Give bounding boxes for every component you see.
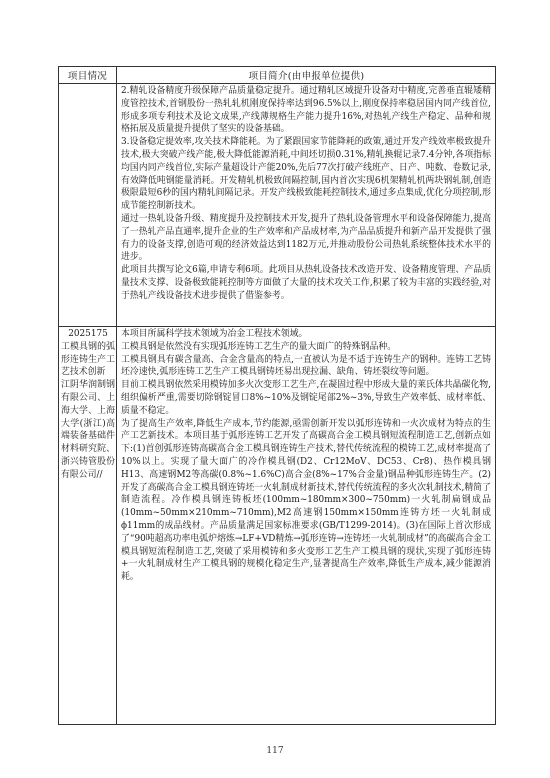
project-table xyxy=(58,66,496,725)
row2-paragraph: 为了提高生产效率,降低生产成本,节约能源,亟需创新开发以弧形连铸和一火次成材为特点的生产工艺新技术。本项目基于弧形连铸工艺开发了高碳高合金工模具钢短流程制造工艺,创新点如下:(1)首创弧形连铸高碳高合金工模具钢连铸生产技术,替代传统流程的模铸工艺,成材率提高了10%以上。实现了量大面广的冷作模具钢(D2、Cr12MoV、DC53、Cr8)、热作模具钢H13、高速钢M2等高碳(0.8%~1.6%C)高合金(8%~17%合金量)钢品种弧形连铸生产。(2)开发了高碳高合金工模具钢连铸坯一火轧制成材新技术,替代传统流程的多火次轧制技术,精简了制造流程。冷作模具钢连铸板坯(100mm~180mm×300~750mm)一火轧制扁钢成品(10mm~50mm×210mm~710mm),M2高速钢150mm×150mm连铸方坯一火轧制成ϕ11mm的成品线材。产品质量满足国家标准要求(GB/T1299-2014)。(3)在国际上首次形成了“90吨超高功率电弧炉熔炼→LF+VD精炼→弧形连铸→连铸坯一火轧制成材”的高碳高合金工模具钢短流程制造工艺,突破了采用模铸和多火变形工艺生产工模具钢的现状,实现了弧形连铸+一火轧制成材生产工模具钢的规模化稳定生产,显著提高生产效率,降低生产成本,减少能源消耗。 xyxy=(121,418,491,583)
column-divider xyxy=(116,67,117,724)
row2-paragraph: 目前工模具钢依然采用模铸加多火次变形工艺生产,在凝固过程中形成大量的莱氏体共晶碳化物,组织偏析严重,需要切除钢锭冒口8%~10%及钢锭尾部2%~3%,导致生产效率低、成材率低、质量不稳定。 xyxy=(121,380,491,416)
row1-paragraph: 此项目共撰写论文6篇,申请专利6项。此项目从热轧设备技术改造开发、设备精度管理、产品质量技术支撑、设备极致能耗控制等方面做了大量的技术攻关工作,积累了较为丰富的实践经验,对于热轧产线设备技术进步提供了借鉴参考。 xyxy=(121,265,491,301)
row1-paragraph: 3.设备稳定提效率,攻关技术降能耗。为了紧跟国家节能降耗的政策,通过开发产线效率极致提升技术,极大突破产线产能,极大降低能源消耗,中间坯切损0.31%,精轧换辊记录7.4分钟,各项指标均国内同产线首位,实际产量超设计产能20%,先后77次打破产线班产、日产、吨数、卷数记录,有效降低吨钢能量消耗。开发精轧机极致间隔控制,国内首次实现6机架精轧机两块钢轧制,创造极限最短6秒的国内精轧间隔记录。开发产线极致能耗控制技术,通过多点集成,优化分项控制,形成节能控制新技术。 xyxy=(121,137,491,212)
header-project-summary: 项目简介(由申报单位提供) xyxy=(248,71,365,82)
row2-paragraph: 工模具钢是依然没有实现弧形连铸工艺生产的量大面广的特殊钢品种。 xyxy=(121,341,397,352)
row1-paragraph: 2.精轧设备精度升级保障产品质量稳定提升。通过精轧区域提升设备对中精度,完善垂直辊矮精度管控技术,首钢股份一热轧轧机刚度保持率达到96.5%以上,刚度保持率稳居国内同产线首位,形成多项专利技术及论文成果,产线薄规格生产能力提升16%,对热轧产线生产稳定、品种和规格拓展及质量提升提供了坚实的设备基础。 xyxy=(121,86,491,135)
project-title: 工模具钢的弧形连铸生产工艺技术创新 xyxy=(61,341,115,378)
header-divider xyxy=(59,83,495,84)
header-project-status: 项目情况 xyxy=(67,71,108,82)
project-organizations: 江阴华润制钢有限公司、上海大学、上海大学(浙江)高端装备基础件材料研究院、浙兴铸管股份有限公司// xyxy=(61,380,115,480)
row2-project-info xyxy=(61,328,115,482)
row2-summary xyxy=(121,328,491,584)
row1-paragraph: 通过一热轧设备升级、精度提升及控制技术开发,提升了热轧设备管理水平和设备保障能力,提高了一热轧产品直通率,提升企业的生产效率和产品成材率,为产品品质提升和新产品开发提供了强有力的设备支撑,创造可观的经济效益达到1182万元,并推动股份公司热轧系统整体技术水平的进步。 xyxy=(121,213,491,263)
page-number: 117 xyxy=(266,746,284,756)
row2-paragraph: 本项目所属科学技术领域为冶金工程技术领域。 xyxy=(121,329,308,339)
row-divider xyxy=(59,326,495,327)
row2-paragraph: 工模具钢具有碳含量高、合金含量高的特点,一直被认为是不适于连铸生产的钢种。连铸工艺铸坯冷速快,弧形连铸工艺生产工模具钢铸坯易出现拉漏、缺角、铸坯裂纹等问题。 xyxy=(121,354,491,378)
project-id: 2025175 xyxy=(68,329,108,339)
row1-summary xyxy=(121,85,491,303)
